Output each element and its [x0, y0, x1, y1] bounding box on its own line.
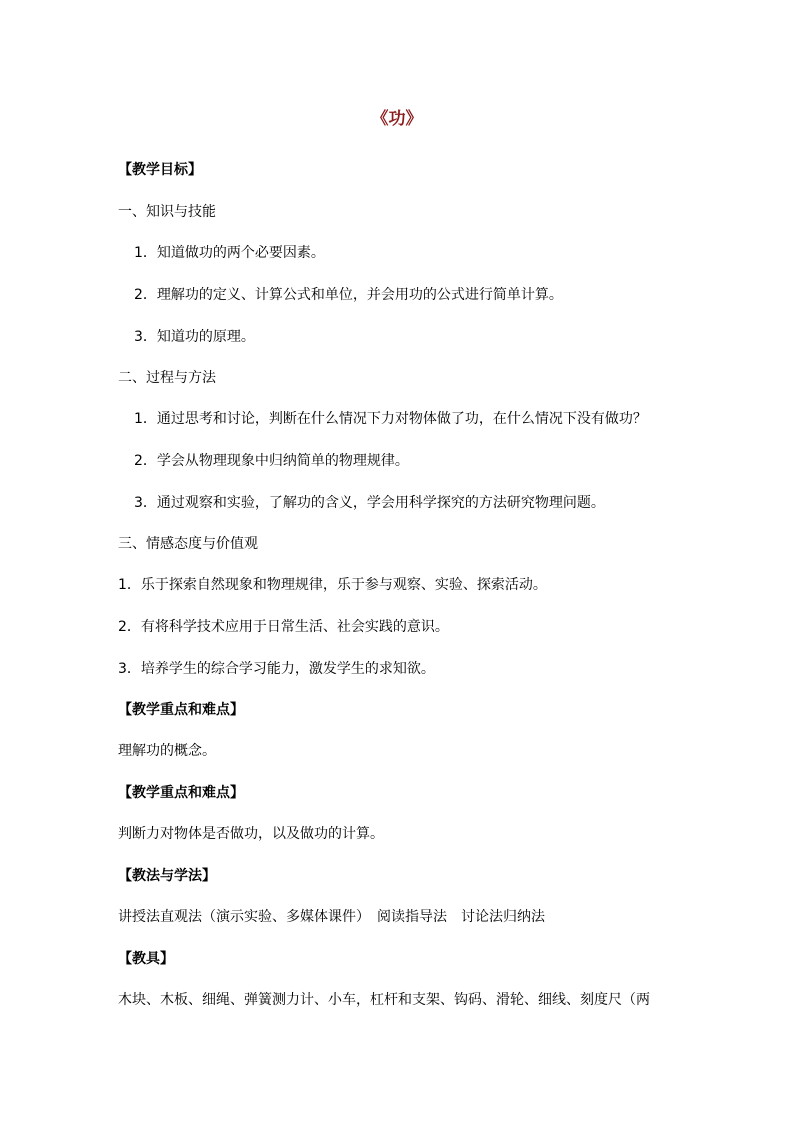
- doc-title: 《功》: [371, 109, 423, 129]
- process-item: 2．学会从物理现象中归纳简单的物理规律。: [134, 453, 409, 469]
- heading-key-points: 【教学重点和难点】: [118, 702, 244, 718]
- knowledge-item: 1．知道做功的两个必要因素。: [134, 245, 325, 261]
- process-item: 3．通过观察和实验，了解功的含义，学会用科学探究的方法研究物理问题。: [134, 495, 605, 511]
- heading-key-points-2: 【教学重点和难点】: [118, 785, 244, 801]
- key-points-text-2: 判断力对物体是否做功，以及做功的计算。: [118, 826, 384, 842]
- knowledge-item: 3．知道功的原理。: [134, 329, 255, 345]
- heading-emotion: 三、情感态度与价值观: [118, 536, 258, 552]
- knowledge-item: 2．理解功的定义、计算公式和单位，并会用功的公式进行简单计算。: [134, 287, 563, 303]
- emotion-item: 3．培养学生的综合学习能力，激发学生的求知欲。: [118, 661, 435, 677]
- tools-text: 木块、木板、细绳、弹簧测力计、小车，杠杆和支架、钩码、滑轮、细线、刻度尺（两: [118, 992, 650, 1008]
- emotion-item: 2．有将科学技术应用于日常生活、社会实践的意识。: [118, 619, 449, 635]
- emotion-item: 1．乐于探索自然现象和物理规律，乐于参与观察、实验、探索活动。: [118, 577, 547, 593]
- key-points-text: 理解功的概念。: [118, 743, 216, 759]
- heading-process: 二、过程与方法: [118, 370, 216, 386]
- methods-text: 讲授法直观法（演示实验、多媒体课件） 阅读指导法 讨论法归纳法: [118, 909, 545, 925]
- heading-goals: 【教学目标】: [118, 162, 202, 178]
- heading-knowledge: 一、知识与技能: [118, 204, 216, 220]
- heading-methods: 【教法与学法】: [118, 868, 216, 884]
- heading-tools: 【教具】: [118, 951, 174, 967]
- process-item: 1．通过思考和讨论，判断在什么情况下力对物体做了功，在什么情况下没有做功？: [134, 411, 647, 427]
